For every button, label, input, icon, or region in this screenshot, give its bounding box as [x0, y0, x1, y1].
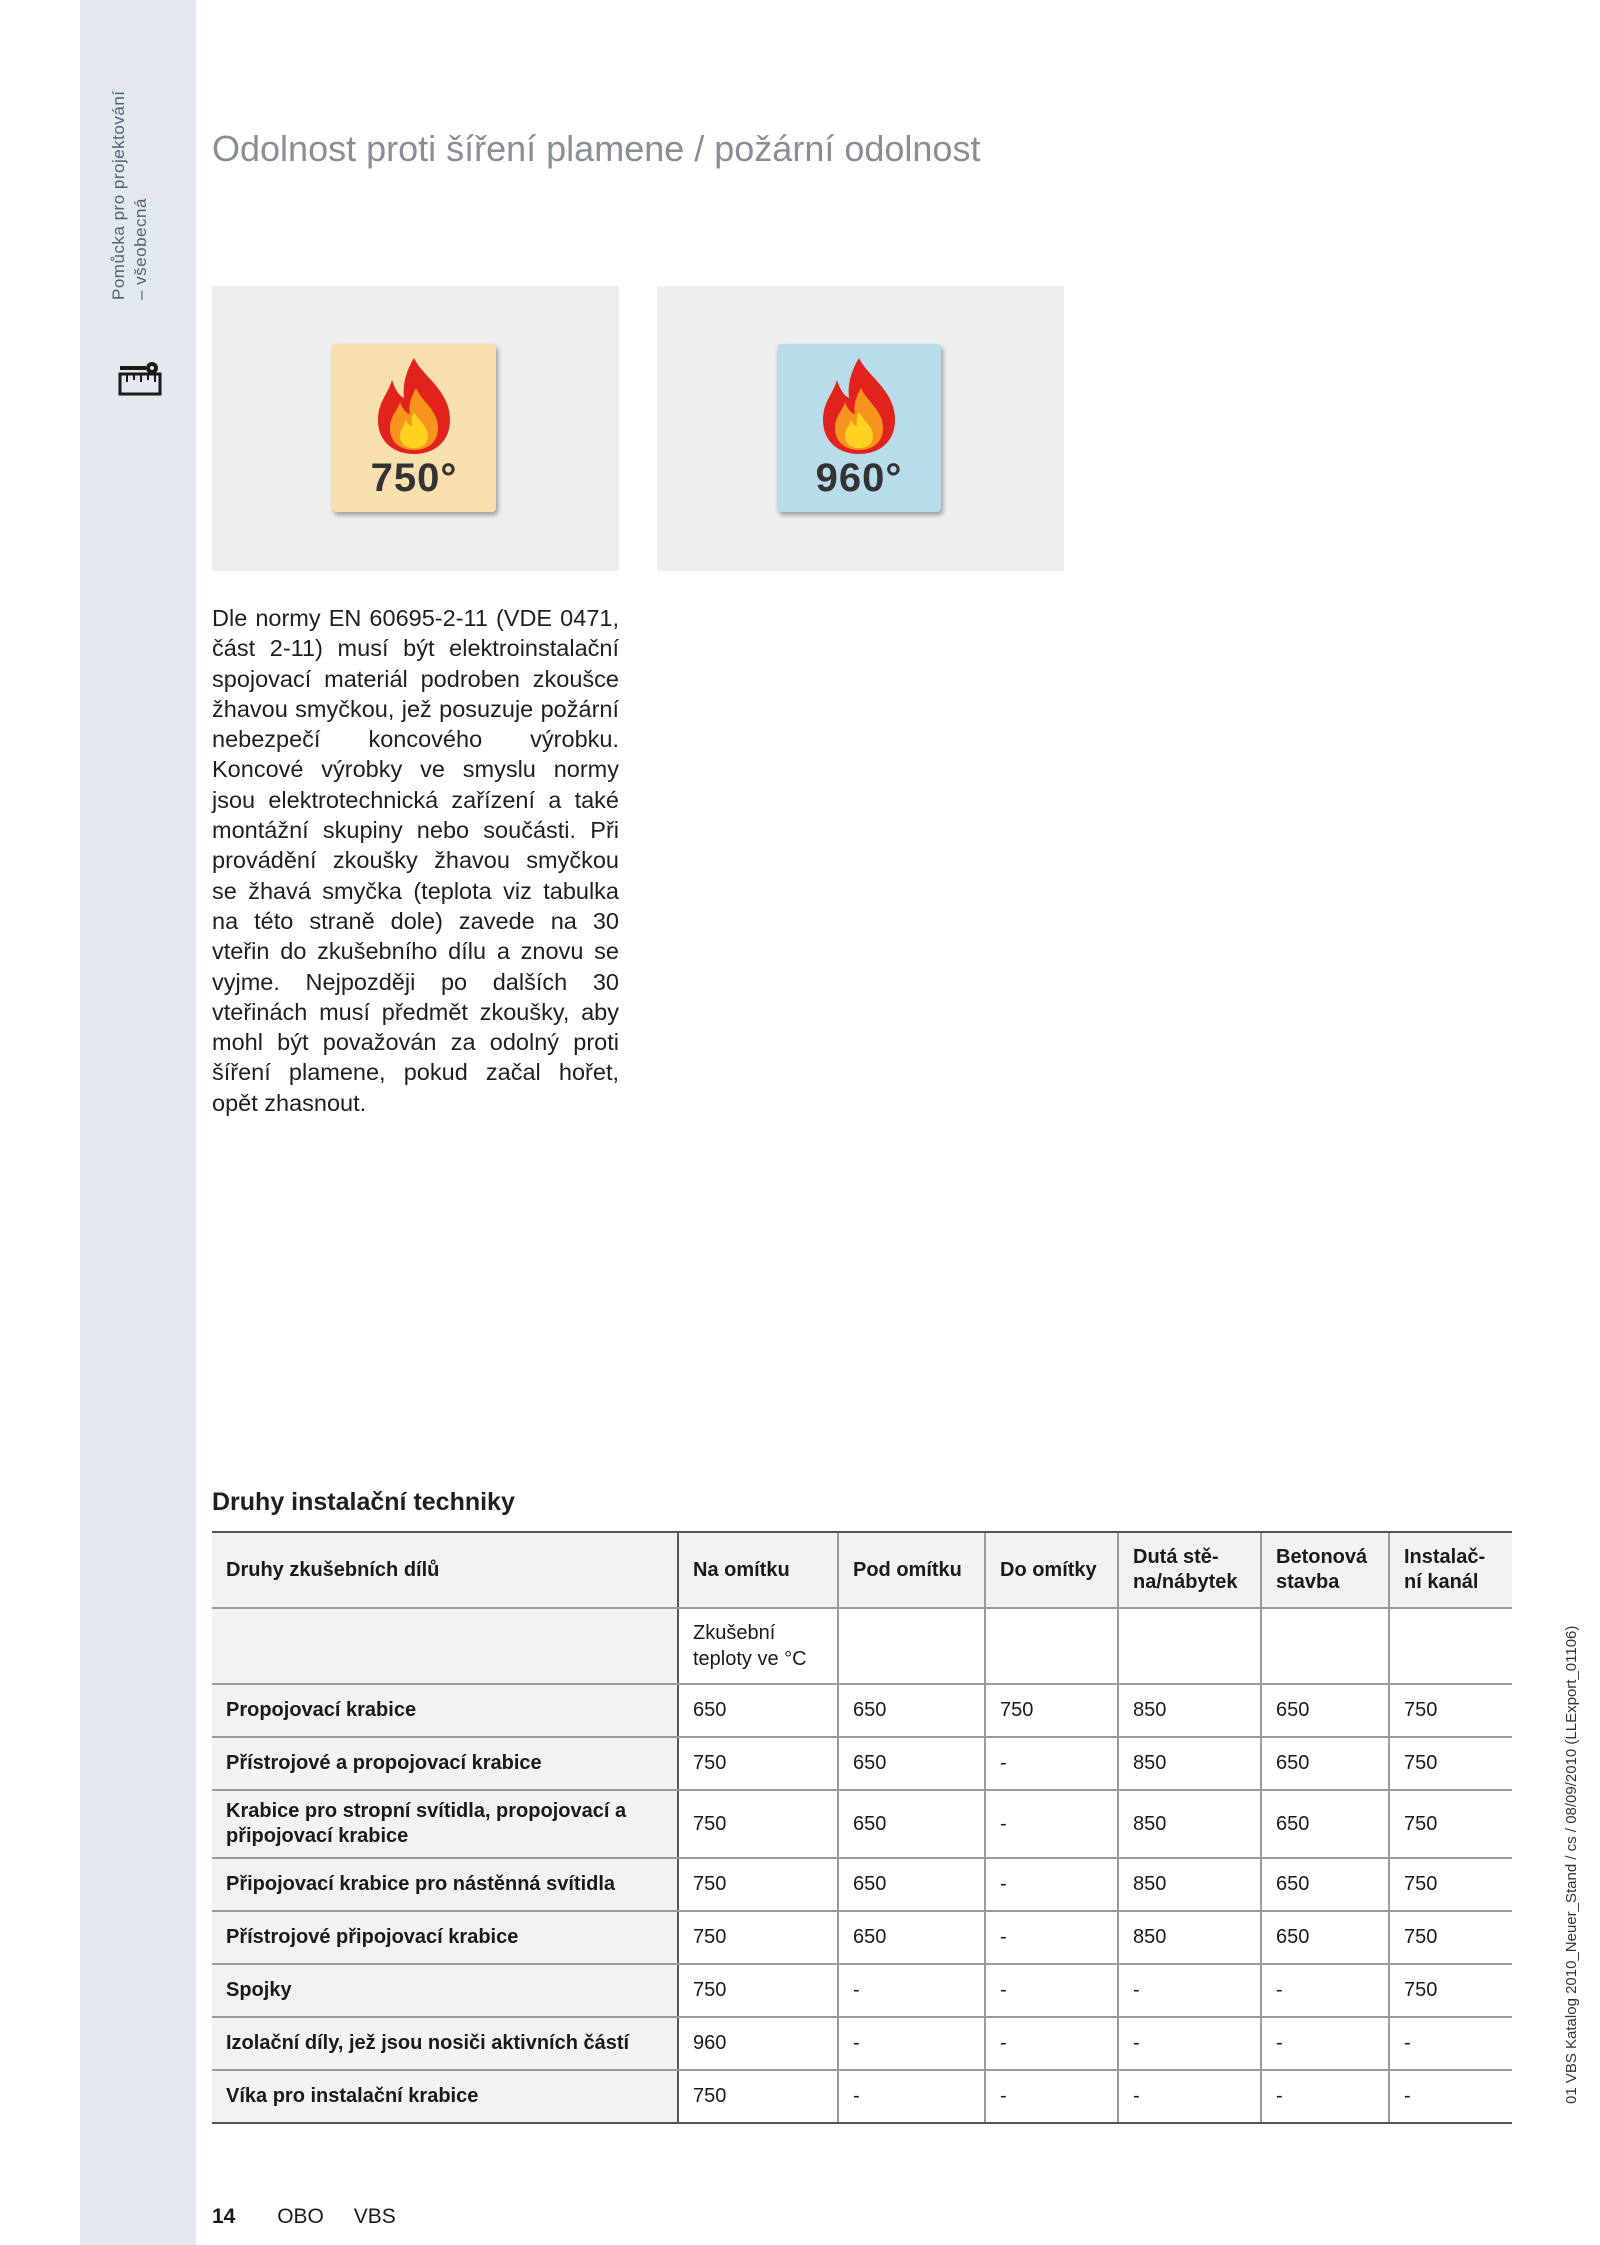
sidebar-section-label — [108, 0, 164, 300]
brand-name: OBO — [277, 2205, 324, 2228]
temperature-cell: 750 — [1389, 1964, 1512, 2017]
temperature-cell: 650 — [838, 1858, 985, 1911]
temperature-cell: - — [1261, 2017, 1389, 2070]
temperature-cell: - — [838, 2017, 985, 2070]
table-row — [212, 1911, 1512, 1964]
column-header: Do omítky — [985, 1532, 1118, 1608]
row-label: Spojky — [212, 1964, 678, 2017]
temperature-cell: 750 — [678, 1858, 838, 1911]
temperature-cell: 650 — [1261, 1790, 1389, 1858]
unit-cell — [838, 1608, 985, 1684]
temperature-cell: 650 — [1261, 1911, 1389, 1964]
temperature-cell: - — [985, 1964, 1118, 2017]
sidebar-band — [80, 0, 196, 2245]
unit-cell — [985, 1608, 1118, 1684]
flame-icon — [811, 354, 907, 458]
temperature-cell: - — [1389, 2070, 1512, 2123]
product-name: VBS — [353, 2205, 396, 2228]
unit-cell — [1261, 1608, 1389, 1684]
temperature-cell: 650 — [1261, 1858, 1389, 1911]
temperature-cell: - — [985, 2070, 1118, 2123]
temperature-cell: - — [1261, 2070, 1389, 2123]
table-row — [212, 1858, 1512, 1911]
temperature-cell: 750 — [1389, 1684, 1512, 1737]
temperature-cell: 750 — [678, 2070, 838, 2123]
row-label: Propojovací krabice — [212, 1684, 678, 1737]
temperature-cell: 650 — [838, 1737, 985, 1790]
temperature-cell: - — [985, 1858, 1118, 1911]
temperature-cell: - — [1118, 1964, 1261, 2017]
page-number: 14 — [212, 2205, 236, 2228]
column-header: Dutá stě-na/nábytek — [1118, 1532, 1261, 1608]
temperature-cell: - — [985, 1790, 1118, 1858]
temperature-cell: 750 — [678, 1911, 838, 1964]
row-label: Víka pro instalační krabice — [212, 2070, 678, 2123]
table-row — [212, 2017, 1512, 2070]
catalog-export-note: 01 VBS Katalog 2010_Neuer_Stand / cs / 08/09/2010 (LLExport_01106) — [1563, 1625, 1580, 2104]
flame-icon — [366, 354, 462, 458]
temperature-cell: 750 — [1389, 1790, 1512, 1858]
temperature-cell: 650 — [838, 1684, 985, 1737]
temperature-cell: 750 — [678, 1737, 838, 1790]
temperature-cell: 650 — [838, 1790, 985, 1858]
flame-tile — [332, 344, 496, 512]
row-label: Izolační díly, jež jsou nosiči aktivních částí — [212, 2017, 678, 2070]
temperature-cell: 750 — [1389, 1737, 1512, 1790]
body-paragraph: Dle normy EN 60695-2-11 (VDE 0471, část 2-11) musí být elektroinstalační spojovací materiál podroben zkoušce žhavou smyčkou, jež posuzuje požární nebezpečí koncového výrobku. Koncové výrobky ve smyslu normy jsou elektrotechnická zařízení a také montážní skupiny nebo součásti. Při provádění zkoušky žhavou smyčkou se žhavá smyčka (teplota viz tabulka na této straně dole) zavede na 30 vteřin do zkušebního dílu a znovu se vyjme. Nejpozději po dalších 30 vteřinách musí předmět zkoušky, aby mohl být považován za odolný proti šíření plamene, pokud začal hořet, opět zhasnout. — [212, 605, 619, 1116]
flame-image-750 — [212, 286, 619, 571]
column-header: Pod omítku — [838, 1532, 985, 1608]
temperature-cell: 850 — [1118, 1737, 1261, 1790]
temperature-cell: 750 — [1389, 1858, 1512, 1911]
temperature-cell: - — [985, 2017, 1118, 2070]
sidebar-line-1: Pomůcka pro projektování — [109, 90, 128, 300]
temperature-label: 960° — [815, 456, 903, 500]
table-row — [212, 1684, 1512, 1737]
temperature-cell: - — [1389, 2017, 1512, 2070]
unit-row — [212, 1608, 1512, 1684]
row-label: Krabice pro stropní svítidla, propojovací a připojovací krabice — [212, 1790, 678, 1858]
temperature-label: 750° — [370, 456, 458, 500]
column-header: Na omítku — [678, 1532, 838, 1608]
table-row — [212, 1737, 1512, 1790]
tools-ruler-icon — [118, 360, 162, 396]
table-row — [212, 2070, 1512, 2123]
temperature-cell: 750 — [1389, 1911, 1512, 1964]
table-row — [212, 1790, 1512, 1858]
row-label: Přístrojové připojovací krabice — [212, 1911, 678, 1964]
temperature-cell: 650 — [678, 1684, 838, 1737]
temperature-cell: 650 — [1261, 1737, 1389, 1790]
unit-cell — [1118, 1608, 1261, 1684]
temperature-cell: 650 — [1261, 1684, 1389, 1737]
sidebar-line-2: – všeobecná — [131, 198, 150, 300]
row-label: Přístrojové a propojovací krabice — [212, 1737, 678, 1790]
temperature-cell: 850 — [1118, 1790, 1261, 1858]
unit-cell — [1389, 1608, 1512, 1684]
temperature-cell: - — [1118, 2017, 1261, 2070]
unit-cell — [212, 1608, 678, 1684]
column-header: Druhy zkušebních dílů — [212, 1532, 678, 1608]
temperature-cell: 960 — [678, 2017, 838, 2070]
temperature-cell: - — [985, 1737, 1118, 1790]
page-footer — [212, 2205, 396, 2229]
table-header-row — [212, 1532, 1512, 1608]
temperature-cell: 750 — [678, 1790, 838, 1858]
page-title: Odolnost proti šíření plamene / požární odolnost — [212, 128, 981, 169]
temperature-cell: 750 — [985, 1684, 1118, 1737]
temperature-cell: 850 — [1118, 1911, 1261, 1964]
temperature-cell: 850 — [1118, 1858, 1261, 1911]
flame-image-960 — [657, 286, 1064, 571]
column-header: Instalač-ní kanál — [1389, 1532, 1512, 1608]
column-header: Betonová stavba — [1261, 1532, 1389, 1608]
temperature-cell: - — [1118, 2070, 1261, 2123]
table-row — [212, 1964, 1512, 2017]
temperature-cell: - — [838, 1964, 985, 2017]
temperature-cell: - — [985, 1911, 1118, 1964]
temperature-cell: 650 — [838, 1911, 985, 1964]
temperature-cell: 850 — [1118, 1684, 1261, 1737]
table-title: Druhy instalační techniky — [212, 1488, 515, 1516]
row-label: Připojovací krabice pro nástěnná svítidla — [212, 1858, 678, 1911]
temperature-cell: 750 — [678, 1964, 838, 2017]
flame-tile — [777, 344, 941, 512]
temperature-cell: - — [1261, 1964, 1389, 2017]
unit-label: Zkušební teploty ve °C — [678, 1608, 838, 1684]
temperature-cell: - — [838, 2070, 985, 2123]
test-temperature-table — [212, 1531, 1512, 2124]
